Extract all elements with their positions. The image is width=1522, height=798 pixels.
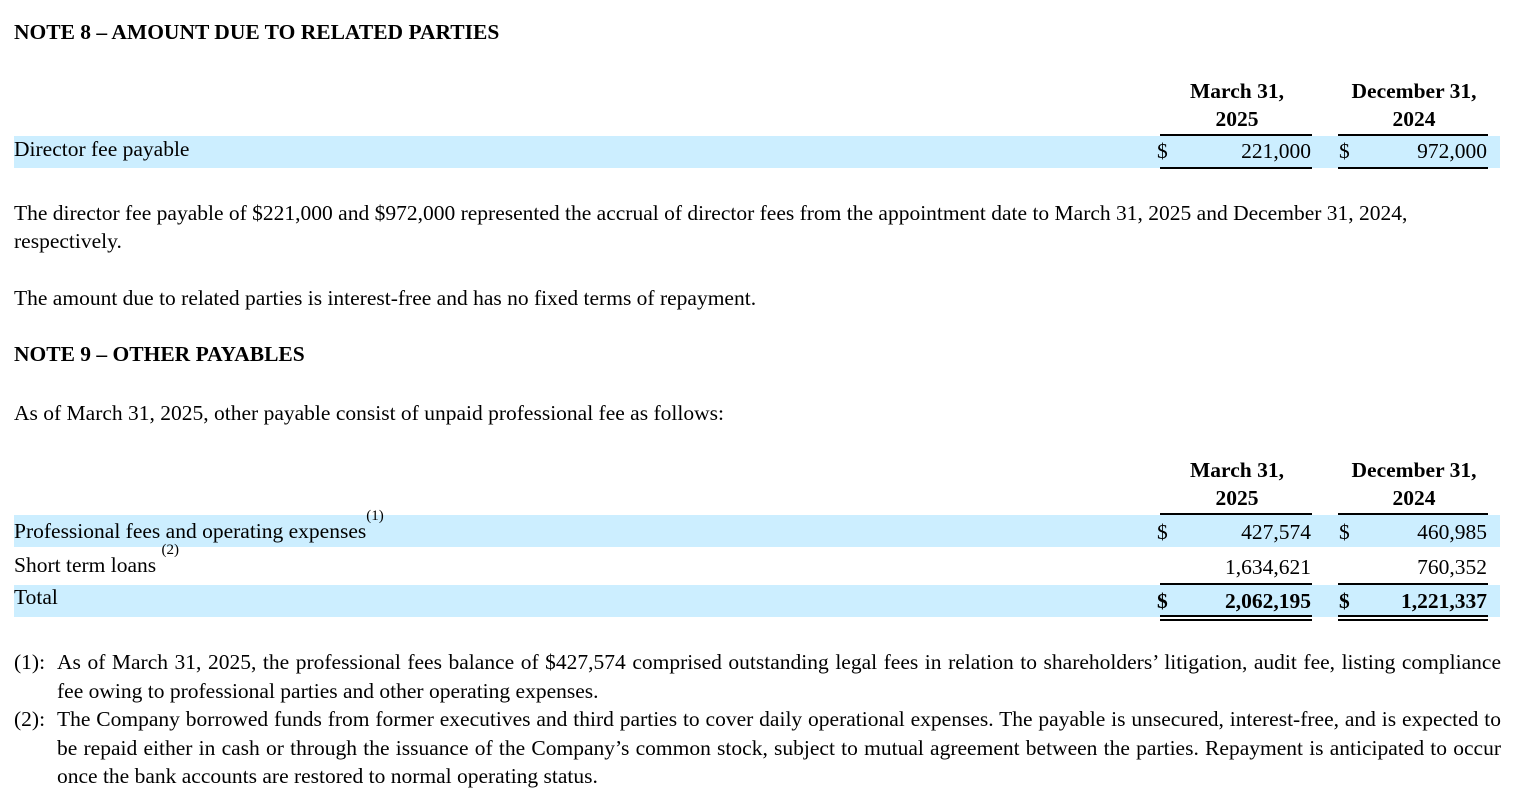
footnote-text: The Company borrowed funds from former executives and third parties to cover daily operational expenses. The payable is unsecured, interest-free, and is expected to be repaid either in cash or through the issuance of the Company’s common stock, subject to mutual agreement between the parties. Repayment is anticipated to occur once the bank accounts are restored to normal operating status. [57, 707, 1501, 788]
table-row [14, 542, 1500, 585]
footnote [14, 705, 1501, 791]
value-cell: 427,574 [1241, 520, 1311, 544]
value-cell: 1,221,337 [1401, 589, 1487, 613]
value-cell: 460,985 [1417, 520, 1487, 544]
row-label: Total [14, 585, 58, 609]
paragraph: The amount due to related parties is interest-free and has no fixed terms of repayment. [14, 286, 757, 310]
footnote-label: (2): [14, 707, 46, 731]
note9-col2-header: December 31, 2024 [1351, 458, 1477, 510]
note9-col1-header: March 31, 2025 [1190, 458, 1284, 510]
note8-col1-header: March 31, 2025 [1190, 79, 1284, 131]
footnote-label: (1): [14, 650, 46, 674]
table-row-total [14, 585, 1500, 617]
value-cell: 1,634,621 [1225, 555, 1311, 579]
footnote-ref: (2) [161, 542, 179, 558]
footnote-text: As of March 31, 2025, the professional fees balance of $427,574 comprised outstanding legal fees in relation to shareholders’ litigation, audit fee, listing compliance fee owing to professional parties and other operating expenses. [57, 650, 1501, 703]
intro-paragraph: As of March 31, 2025, other payable consist of unpaid professional fee as follows: [14, 401, 724, 425]
footnote-ref: (1) [366, 508, 384, 524]
currency-symbol: $ [1157, 139, 1168, 163]
row-label: Short term loans $^{(2)}$ [14, 542, 179, 577]
row-label: Professional fees and operating expenses$^{(1)}$ [14, 508, 384, 543]
value-cell: 221,000 [1241, 139, 1311, 163]
double-underline [1160, 615, 1312, 617]
currency-symbol: $ [1339, 589, 1350, 613]
paragraph: The director fee payable of $221,000 and $972,000 represented the accrual of director fees from the appointment date to March 31, 2025 and December 31, 2024, respectively. [14, 201, 1408, 253]
double-underline [1338, 619, 1488, 621]
currency-symbol: $ [1339, 139, 1350, 163]
table-row [14, 508, 1500, 547]
note8-title: NOTE 8 – AMOUNT DUE TO RELATED PARTIES [14, 20, 500, 44]
footnote [14, 648, 1501, 705]
currency-symbol: $ [1157, 520, 1168, 544]
note8-col2-header: December 31, 2024 [1351, 79, 1477, 131]
note9-title: NOTE 9 – OTHER PAYABLES [14, 342, 305, 366]
value-cell: 2,062,195 [1225, 589, 1311, 613]
value-cell: 972,000 [1417, 139, 1487, 163]
table-row [14, 136, 1500, 168]
currency-symbol: $ [1339, 520, 1350, 544]
currency-symbol: $ [1157, 589, 1168, 613]
double-underline [1338, 615, 1488, 617]
double-underline [1160, 619, 1312, 621]
row-underline [1338, 167, 1488, 169]
row-underline [1160, 167, 1312, 169]
value-cell: 760,352 [1417, 555, 1487, 579]
row-label: Director fee payable [14, 137, 190, 161]
